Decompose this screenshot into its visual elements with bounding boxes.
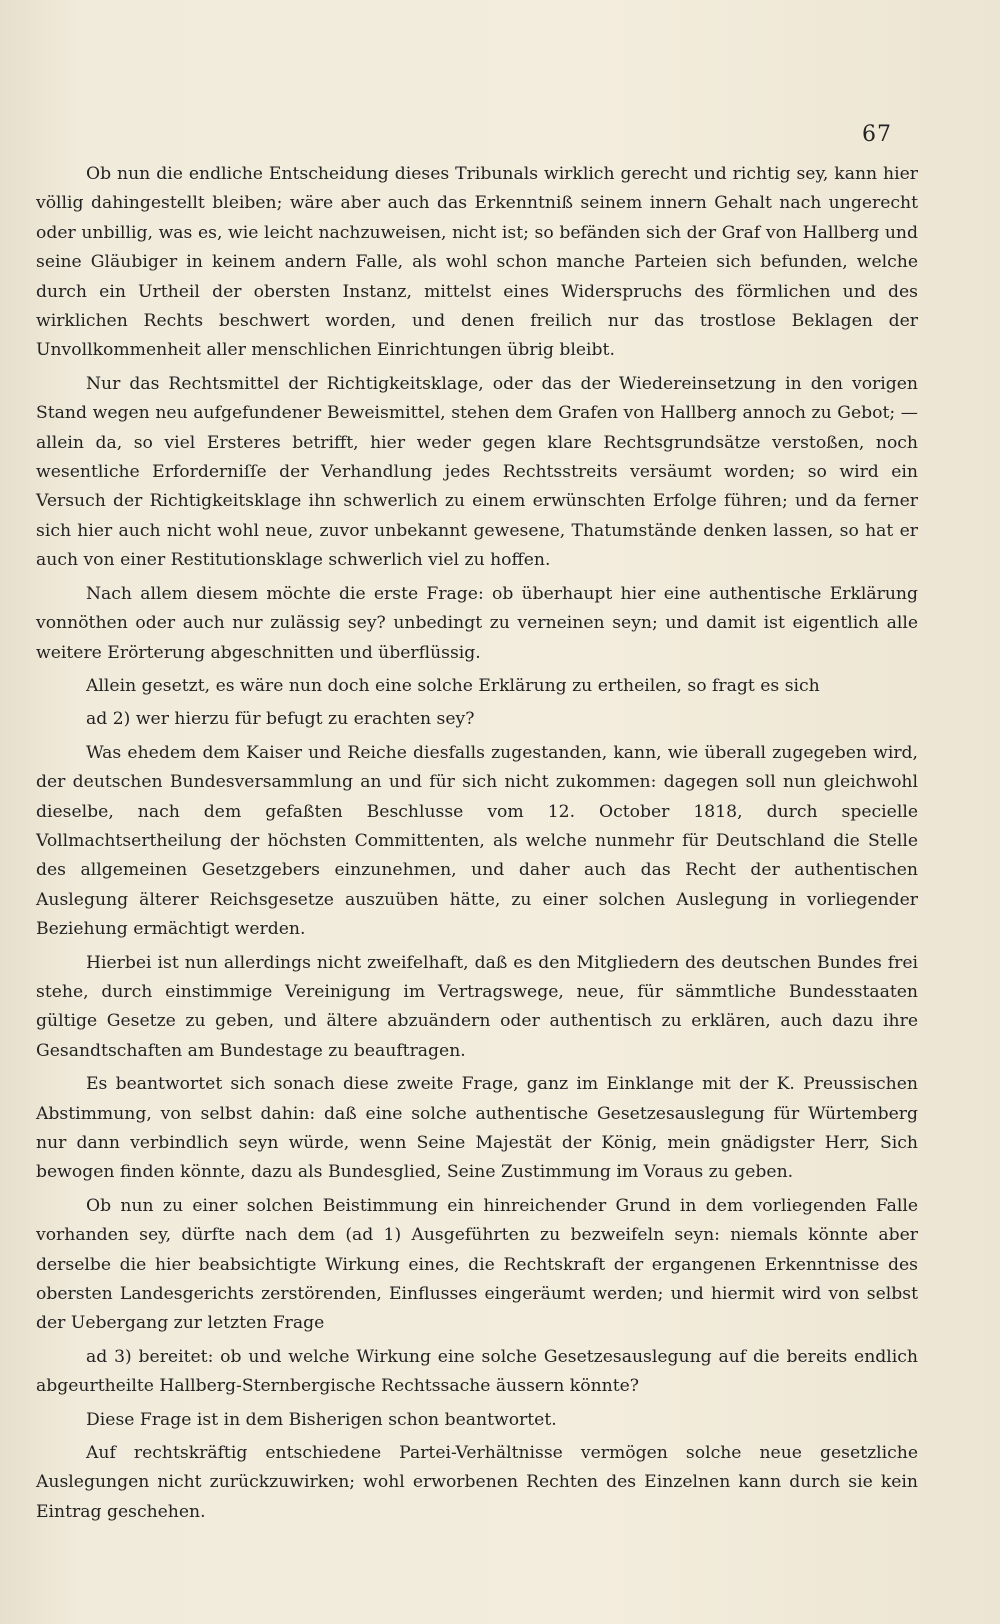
paragraph: Allein gesetzt, es wäre nun doch eine solche Erklärung zu ertheilen, so fragt es sich xyxy=(86,675,820,696)
paragraph: Es beantwortet sich sonach diese zweite Frage, ganz im Einklange mit der K. Preussischen Abstimmung, von selbst dahin: daß eine solche authentische Gesetzesauslegung für Würtemberg nur dann verbindlich seyn würde, wenn Seine Majestät der König, mein gnädigster Herr, Sich bewogen finden könnte, dazu als Bundesglied, Seine Zustimmung im Voraus zu geben. xyxy=(36,1074,918,1183)
page-number: 67 xyxy=(862,122,892,147)
paragraph: ad 3) bereitet: ob und welche Wirkung eine solche Gesetzesauslegung auf die bereits endlich abgeurtheilte Hallberg-Sternbergische Rechtssache äussern könnte? xyxy=(36,1346,918,1397)
paragraph: Ob nun zu einer solchen Beistimmung ein hinreichender Grund in dem vorliegenden Falle vorhanden sey, dürfte nach dem (ad 1) Ausgeführten zu bezweifeln seyn: niemals könnte aber derselbe die hier beabsichtigte Wirkung eines, die Rechtskraft der ergangenen Erkenntnisse des obersten Landesgerichts zerstörenden, Einflusses eingeräumt werden; und hiermit wird von selbst der Uebergang zur letzten Frage xyxy=(36,1195,918,1334)
paragraph: Was ehedem dem Kaiser und Reiche diesfalls zugestanden, kann, wie überall zugegeben wird, der deutschen Bundesversammlung an und für sich nicht zukommen: dagegen soll nun gleichwohl dieselbe, nach dem gefaßten Beschlusse vom 12. October 1818, durch specielle Vollmachtsertheilung der höchsten Committenten, als welche nunmehr für Deutschland die Stelle des allgemeinen Gesetzgebers einzunehmen, und daher auch das Recht der authentischen Auslegung älterer Reichsgesetze auszuüben hätte, zu einer solchen Auslegung in vorliegender Beziehung ermächtigt werden. xyxy=(36,742,918,940)
paragraph: Diese Frage ist in dem Bisherigen schon beantwortet. xyxy=(86,1409,557,1430)
paragraph: Hierbei ist nun allerdings nicht zweifelhaft, daß es den Mitgliedern des deutschen Bundes frei stehe, durch einstimmige Vereinigung im Vertragswege, neue, für sämmtliche Bundesstaaten gültige Gesetze zu geben, und ältere abzuändern oder authentisch zu erklären, auch dazu ihre Gesandtschaften am Bundestage zu beauftragen. xyxy=(36,952,918,1061)
page-body xyxy=(36,160,918,1531)
paragraph: Ob nun die endliche Entscheidung dieses Tribunals wirklich gerecht und richtig sey, kann hier völlig dahingestellt bleiben; wäre aber auch das Erkenntniß seinem innern Gehalt nach ungerecht oder unbillig, was es, wie leicht nachzuweisen, nicht ist; so befänden sich der Graf von Hallberg und seine Gläubiger in keinem andern Falle, als wohl schon manche Parteien sich befunden, welche durch ein Urtheil der obersten Instanz, mittelst eines Widerspruchs des förmlichen und des wirklichen Rechts beschwert worden, und denen freilich nur das trostlose Beklagen der Unvollkommenheit aller menschlichen Einrichtungen übrig bleibt. xyxy=(36,164,918,361)
paragraph: Auf rechtskräftig entschiedene Partei-Verhältnisse vermögen solche neue gesetzliche Auslegungen nicht zurückzuwirken; wohl erworbenen Rechten des Einzelnen kann durch sie kein Eintrag geschehen. xyxy=(36,1443,918,1522)
paragraph: ad 2) wer hierzu für befugt zu erachten sey? xyxy=(86,709,475,730)
paragraph: Nur das Rechtsmittel der Richtigkeitsklage, oder das der Wiedereinsetzung in den vorigen Stand wegen neu aufgefundener Beweismittel, stehen dem Grafen von Hallberg annoch zu Gebot; — allein da, so viel Ersteres betrifft, hier weder gegen klare Rechtsgrundsätze verstoßen, noch wesentliche Erforderniſſe der Verhandlung jedes Rechtsstreits versäumt worden; so wird ein Versuch der Richtigkeitsklage ihn schwerlich zu einem erwünschten Erfolge führen; und da ferner sich hier auch nicht wohl neue, zuvor unbekannt gewesene, Thatumstände denken lassen, so hat er auch von einer Restitutionsklage schwerlich viel zu hoffen. xyxy=(36,373,918,571)
paragraph: Nach allem diesem möchte die erste Frage: ob überhaupt hier eine authentische Erklärung vonnöthen oder auch nur zulässig sey? unbedingt zu verneinen seyn; und damit ist eigentlich alle weitere Erörterung abgeschnitten und überflüssig. xyxy=(36,583,918,663)
